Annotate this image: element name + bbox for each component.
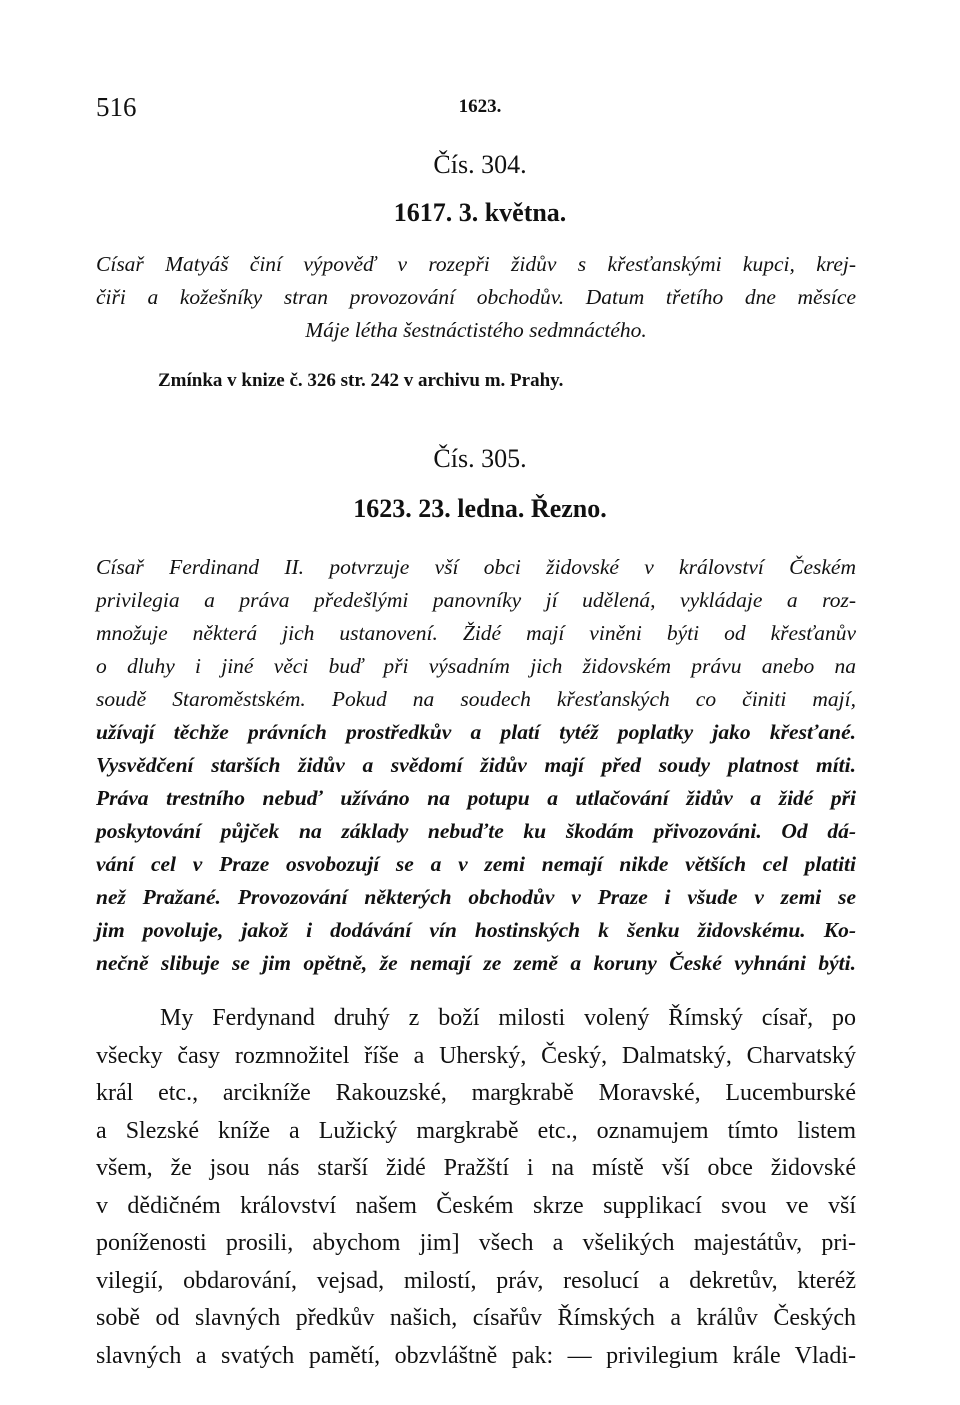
regest-line: množuje některá jich ustanovení. Židé mají viněni býti od křesťanův bbox=[96, 621, 856, 645]
document-date-305: 1623. 23. ledna. Řezno. bbox=[353, 494, 607, 523]
regest-line: nečně slibuje se jim opětně, že nemají ze země a koruny České vyhnáni býti. bbox=[96, 951, 856, 975]
body-line: a Slezské kníže a Lužický margkrabě etc., oznamujem tímto listem bbox=[96, 1117, 856, 1144]
regest-line: o dluhy i jiné věci buď při výsadním jich židovském právu anebo na bbox=[96, 654, 856, 678]
regest-304 bbox=[96, 248, 856, 347]
regest-line: Máje létha šestnáctistého sedmnáctého. bbox=[305, 318, 647, 342]
body-line: slavných a svatých pamětí, obzvláštně pak: — privilegium krále Vladi- bbox=[96, 1342, 856, 1369]
archive-note: Zmínka v knize č. 326 str. 242 v archivu m. Prahy. bbox=[158, 370, 564, 391]
regest-305 bbox=[96, 551, 856, 980]
regest-line: poskytování půjček na základy nebuďte ku škodám přivozováni. Od dá- bbox=[96, 819, 856, 843]
body-line: v dědičném království našem Českém skrze supplikací svou ve vší bbox=[96, 1192, 856, 1219]
body-line: král etc., arcikníže Rakouzské, margkrabě Moravské, Lucemburské bbox=[96, 1080, 856, 1106]
page-header bbox=[96, 92, 864, 126]
body-line: všem, že jsou nás starší židé Pražští i na místě vší obce židovské bbox=[96, 1155, 856, 1181]
regest-line: Císař Ferdinand II. potvrzuje vší obci židovské v království Českém bbox=[96, 555, 856, 579]
regest-line: vání cel v Praze osvobozují se a v zemi nemají nikde větších cel platiti bbox=[96, 852, 856, 876]
regest-line: čiři a kožešníky stran provozování obchodův. Datum třetího dne měsíce bbox=[96, 285, 856, 309]
body-line: vilegií, obdarování, vejsad, milostí, práv, resolucí a dekretův, kteréž bbox=[96, 1267, 856, 1294]
running-head: 1623. bbox=[458, 96, 502, 117]
document-number-304: Čís. 304. bbox=[433, 150, 527, 179]
regest-line: Vysvědčení starších židův a svědomí židův mají před soudy platnost míti. bbox=[96, 753, 856, 777]
page-number: 516 bbox=[96, 92, 137, 122]
regest-line: užívají těchže právních prostředkův a platí tytéž poplatky jako křesťané. bbox=[96, 720, 856, 744]
body-line: sobě od slavných předkův našich, císařův Římských a králův Českých bbox=[96, 1305, 856, 1331]
body-line: My Ferdynand druhý z boží milosti volený Římský císař, po bbox=[160, 1005, 856, 1031]
regest-line: privilegia a práva předešlými panovníky jí udělená, vykládaje a roz- bbox=[96, 588, 856, 612]
regest-line: Práva trestního nebuď užíváno na potupu a utlačování židův a židé při bbox=[96, 786, 856, 810]
document-number-305: Čís. 305. bbox=[433, 444, 527, 473]
regest-line: soudě Staroměstském. Pokud na soudech křesťanských co činiti mají, bbox=[96, 687, 856, 711]
body-line: poníženosti prosili, abychom jim] všech a všelikých majestátův, pri- bbox=[96, 1230, 856, 1256]
regest-line: než Pražané. Provozování některých obchodův v Praze i všude v zemi se bbox=[96, 885, 856, 909]
document-date-304: 1617. 3. května. bbox=[393, 198, 567, 227]
charter-text bbox=[96, 1000, 856, 1375]
regest-line: Císař Matyáš činí výpověď v rozepři židův s křesťanskými kupci, krej- bbox=[96, 252, 856, 276]
regest-line: jim povoluje, jakož i dodávání vín hostinských k šenku židovskému. Ko- bbox=[96, 918, 856, 942]
body-line: všecky časy rozmnožitel říše a Uherský, Český, Dalmatský, Charvatský bbox=[96, 1042, 856, 1069]
